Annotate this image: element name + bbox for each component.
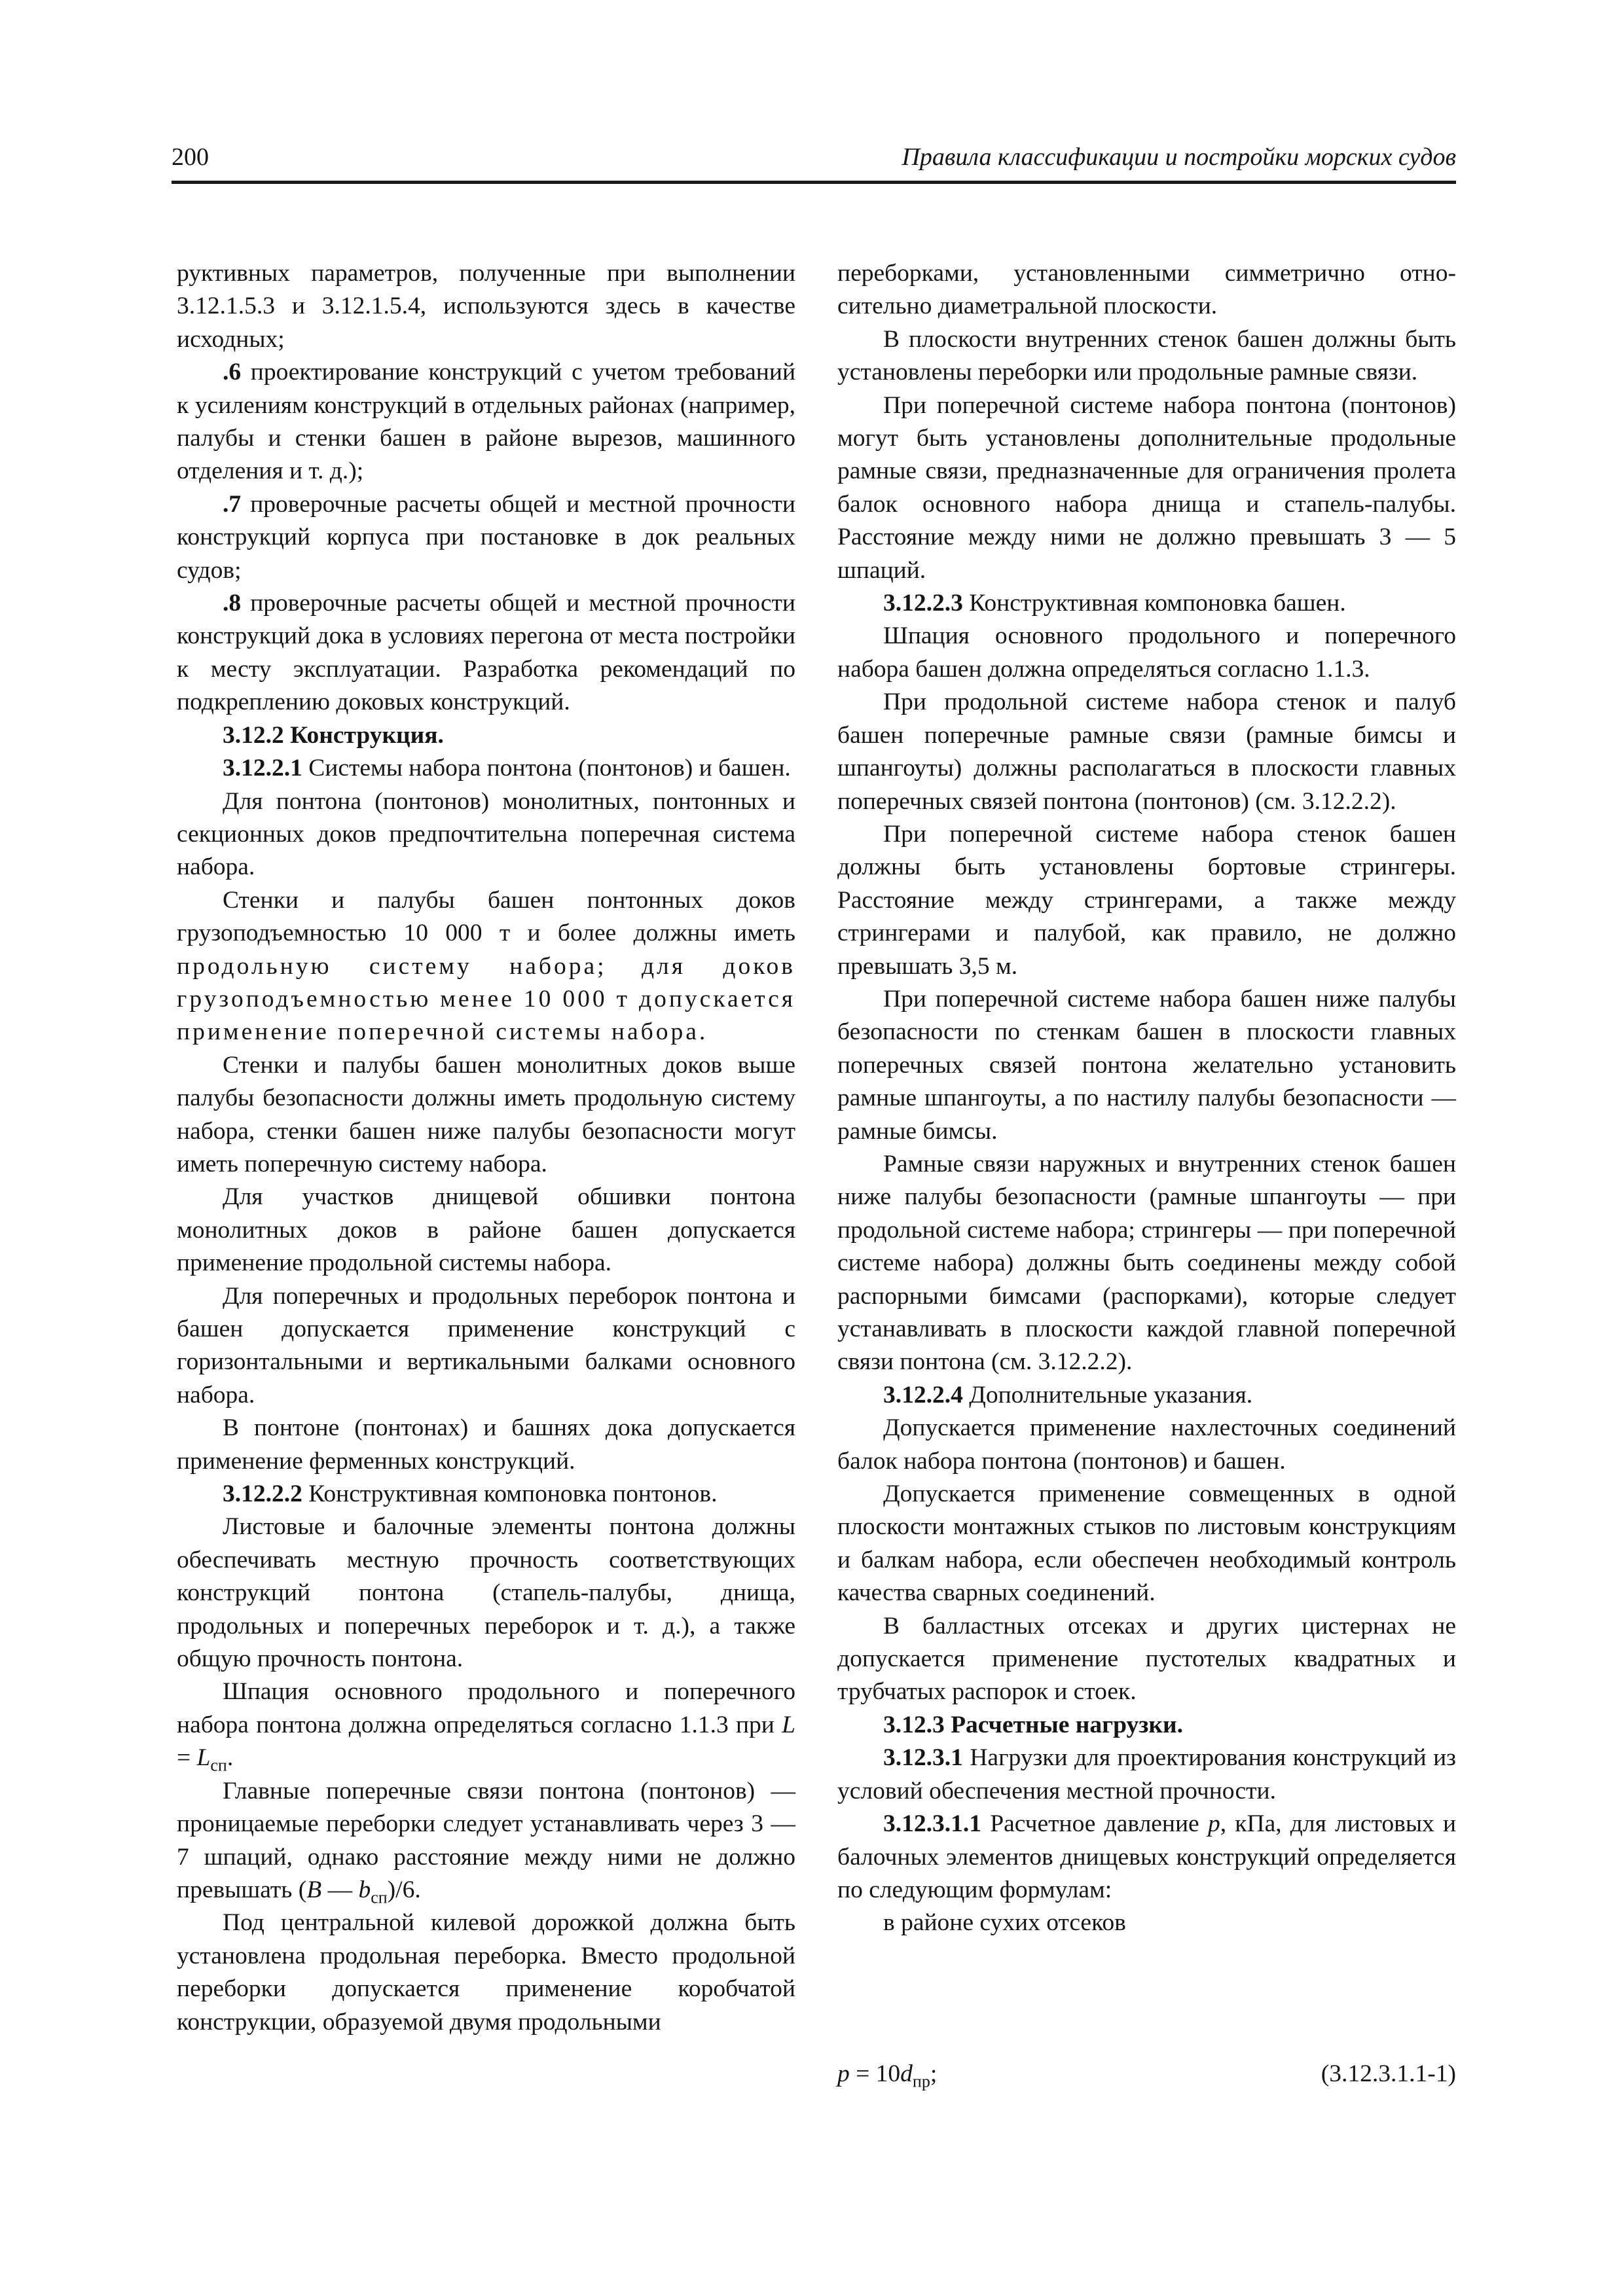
math-op: = bbox=[177, 1744, 197, 1772]
left-column bbox=[177, 257, 795, 2039]
math-var: p bbox=[1207, 1810, 1220, 1838]
subsection-title: Конструктивная компоновка башен. bbox=[969, 590, 1346, 617]
item-number: .7 bbox=[223, 490, 242, 518]
section-heading bbox=[177, 719, 795, 752]
subsection bbox=[837, 587, 1456, 620]
math-var: B bbox=[306, 1876, 322, 1903]
item-text: проверочные расчеты общей и местной прочности конструкций корпуса при постановке в док реальных судов; bbox=[177, 490, 795, 584]
math-punct: ; bbox=[930, 2060, 938, 2087]
text-span: , кПа, для листовых и балочных элементов днищевых конструкций определяется по следующим формулам: bbox=[837, 1810, 1457, 1903]
paragraph: Допускается применение нахлесточных соединений балок набора понтона (понтонов) и башен. bbox=[837, 1414, 1456, 1475]
paragraph: в районе сухих отсеков bbox=[883, 1909, 1126, 1937]
paragraph: При поперечной системе набора понтона (понтонов) могут быть установлены дополнительные продольные рамные связи, предназначенные для ограничения пролета балок основного набора днища и стапель-палубы. Расстояние между ними не должно превышать 3 — 5 шпаций. bbox=[837, 391, 1456, 584]
paragraph bbox=[177, 884, 795, 1049]
paragraph: переборками, установленными симметрично относительно диаметральной плоскости. bbox=[837, 260, 1456, 320]
subsection-title: Конструктивная компоновка понтонов. bbox=[308, 1480, 718, 1508]
subsection bbox=[837, 1379, 1456, 1412]
paragraph: При продольной системе набора стенок и палуб башен поперечные рамные связи (рамные бимсы и шпангоуты) должны располагаться в плоскости главных поперечных связей понтона (понтонов) (см. 3.12.2.2). bbox=[837, 689, 1456, 815]
subsection bbox=[837, 1808, 1456, 1907]
math-op: — bbox=[321, 1876, 359, 1903]
subsection-title: Системы набора понтона (понтонов) и башен. bbox=[308, 755, 791, 782]
item-number: .8 bbox=[223, 590, 242, 617]
paragraph: Рамные связи наружных и внутренних стенок башен ниже палубы безопасности (рамные шпангоуты — при продольной системе набора; стрингеры — при поперечной системе набора) должны быть соединены между собой распорными бимсами (распорками), которые следует устанавливать в плоскости каждой главной поперечной связи понтона (см. 3.12.2.2). bbox=[837, 1150, 1456, 1376]
text-span: . bbox=[227, 1744, 234, 1772]
right-column bbox=[837, 257, 1456, 1940]
math-var: d bbox=[900, 2060, 913, 2087]
paragraph: Стенки и палубы башен монолитных доков выше палубы безопасности должны иметь продольную систему набора, стенки башен ниже палубы безопасности могут иметь поперечную систему набора. bbox=[177, 1051, 795, 1177]
subsection-title: Нагрузки для проектирования конструкций из условий обеспечения местной прочности. bbox=[837, 1744, 1456, 1804]
item-number: .6 bbox=[223, 359, 242, 386]
formula-expression bbox=[837, 2060, 938, 2091]
list-item bbox=[177, 587, 795, 719]
paragraph bbox=[177, 1676, 795, 1774]
paragraph: руктивных параметров, полученные при выполнении 3.12.1.5.3 и 3.12.1.5.4, используются здесь в качестве исходных; bbox=[177, 260, 795, 353]
text-span: Расчетное давление bbox=[990, 1810, 1199, 1838]
subsection bbox=[837, 1742, 1456, 1808]
item-text: проверочные расчеты общей и местной прочности конструкций дока в условиях перегона от места постройки к месту эксплуатации. Разработка рекомендаций по подкреплению доковых конструкций. bbox=[177, 590, 795, 716]
list-item bbox=[177, 356, 795, 488]
text-span: )/6. bbox=[387, 1876, 421, 1903]
paragraph: Листовые и балочные элементы понтона должны обеспечивать местную прочность соответствующих конструкций понтона (стапель-палубы, днища, продольных и поперечных переборок и т. д.), а также общую прочность понтона. bbox=[177, 1513, 795, 1673]
text-span: Стенки и палубы башен понтонных доков грузоподъемностью 10 000 т и более должны иметь bbox=[177, 886, 795, 947]
text-span: Главные поперечные связи понтона (понтонов) — проницаемые переборки следует устанавливать через 3 — 7 шпаций, однако расстояние между ними не должно превышать ( bbox=[177, 1777, 795, 1903]
paragraph: Для участков днищевой обшивки понтона монолитных доков в районе башен допускается применение продольной системы набора. bbox=[177, 1183, 795, 1277]
list-item bbox=[177, 488, 795, 587]
math-var: L bbox=[196, 1744, 211, 1772]
formula-number: (3.12.3.1.1-1) bbox=[1321, 2060, 1456, 2087]
paragraph bbox=[177, 1775, 795, 1907]
paragraph: В плоскости внутренних стенок башен должны быть установлены переборки или продольные рамные связи. bbox=[837, 325, 1456, 386]
formula-3-12-3-1-1-1 bbox=[837, 2060, 1456, 2094]
math-var: L bbox=[782, 1711, 796, 1738]
subsection-number: 3.12.2.2 bbox=[223, 1480, 302, 1508]
running-title: Правила классификации и постройки морских судов bbox=[902, 143, 1456, 171]
item-text: проектирование конструкций с учетом требований к усилениям конструкций в отдельных районах (например, палубы и стенки башен в районе вырезов, машинного отделения и т. д.); bbox=[177, 359, 796, 485]
paragraph: Шпация основного продольного и поперечного набора башен должна определяться согласно 1.1.3. bbox=[837, 622, 1456, 683]
paragraph: При поперечной системе набора стенок башен должны быть установлены бортовые стрингеры. Расстояние между стрингерами, а также между стрингерами и палубой, как правило, не должно превышать 3,5 м. bbox=[837, 820, 1456, 980]
section-heading-text: 3.12.3 Расчетные нагрузки. bbox=[883, 1711, 1183, 1738]
math-op: = bbox=[849, 2060, 876, 2087]
math-var: p bbox=[837, 2060, 850, 2087]
math-sub: сп bbox=[371, 1888, 388, 1907]
paragraph: В балластных отсеках и других цистернах не допускается применение пустотелых квадратных и трубчатых распорок и стоек. bbox=[837, 1612, 1456, 1706]
math-coef: 10 bbox=[875, 2060, 901, 2087]
paragraph: В понтоне (понтонах) и башнях дока допускается применение ферменных конструкций. bbox=[177, 1414, 795, 1475]
math-sub: сп bbox=[210, 1755, 227, 1775]
subsection-number: 3.12.2.4 bbox=[883, 1381, 963, 1408]
text-span-spaced: продольную систему набора; bbox=[177, 952, 607, 980]
page-number: 200 bbox=[172, 143, 209, 171]
section-heading-text: 3.12.2 Конструкция. bbox=[223, 721, 444, 749]
subsection-number: 3.12.2.3 bbox=[883, 590, 963, 617]
paragraph: Для понтона (понтонов) монолитных, понтонных и секционных доков предпочтительна поперечная система набора. bbox=[177, 787, 795, 881]
paragraph: Для поперечных и продольных переборок понтона и башен допускается применение конструкций с горизонтальными и вертикальными балками основного набора. bbox=[177, 1282, 795, 1408]
paragraph: Допускается применение совмещенных в одной плоскости монтажных стыков по листовым конструкциям и балкам набора, если обеспечен необходимый контроль качества сварных соединений. bbox=[837, 1480, 1456, 1607]
subsection-number: 3.12.2.1 bbox=[223, 755, 302, 782]
subsection-number: 3.12.3.1 bbox=[883, 1744, 963, 1772]
section-heading bbox=[837, 1709, 1456, 1742]
subsection-number: 3.12.3.1.1 bbox=[883, 1810, 981, 1838]
paragraph: При поперечной системе набора башен ниже палубы безопасности по стенкам башен в плоскости главных поперечных связей понтона желательно установить рамные шпангоуты, а по настилу палубы безопасности — рамные бимсы. bbox=[837, 985, 1456, 1145]
page-header bbox=[172, 143, 1456, 184]
text-span: Шпация основного продольного и поперечного набора понтона должна определяться согласно 1.1.3 при bbox=[177, 1678, 795, 1738]
subsection bbox=[177, 1478, 795, 1511]
paragraph: Под центральной килевой дорожкой должна быть установлена продольная переборка. Вместо продольной переборки допускается применение коробчатой конструкции, образуемой двумя продольными bbox=[177, 1909, 795, 2036]
math-var: b bbox=[358, 1876, 371, 1903]
text-span-spaced: для доков грузоподъемностью менее 10 000 т допускается применение поперечной системы набора. bbox=[177, 952, 796, 1046]
subsection bbox=[177, 752, 795, 785]
subsection-title: Дополнительные указания. bbox=[969, 1381, 1253, 1408]
math-sub: пр bbox=[912, 2072, 930, 2091]
